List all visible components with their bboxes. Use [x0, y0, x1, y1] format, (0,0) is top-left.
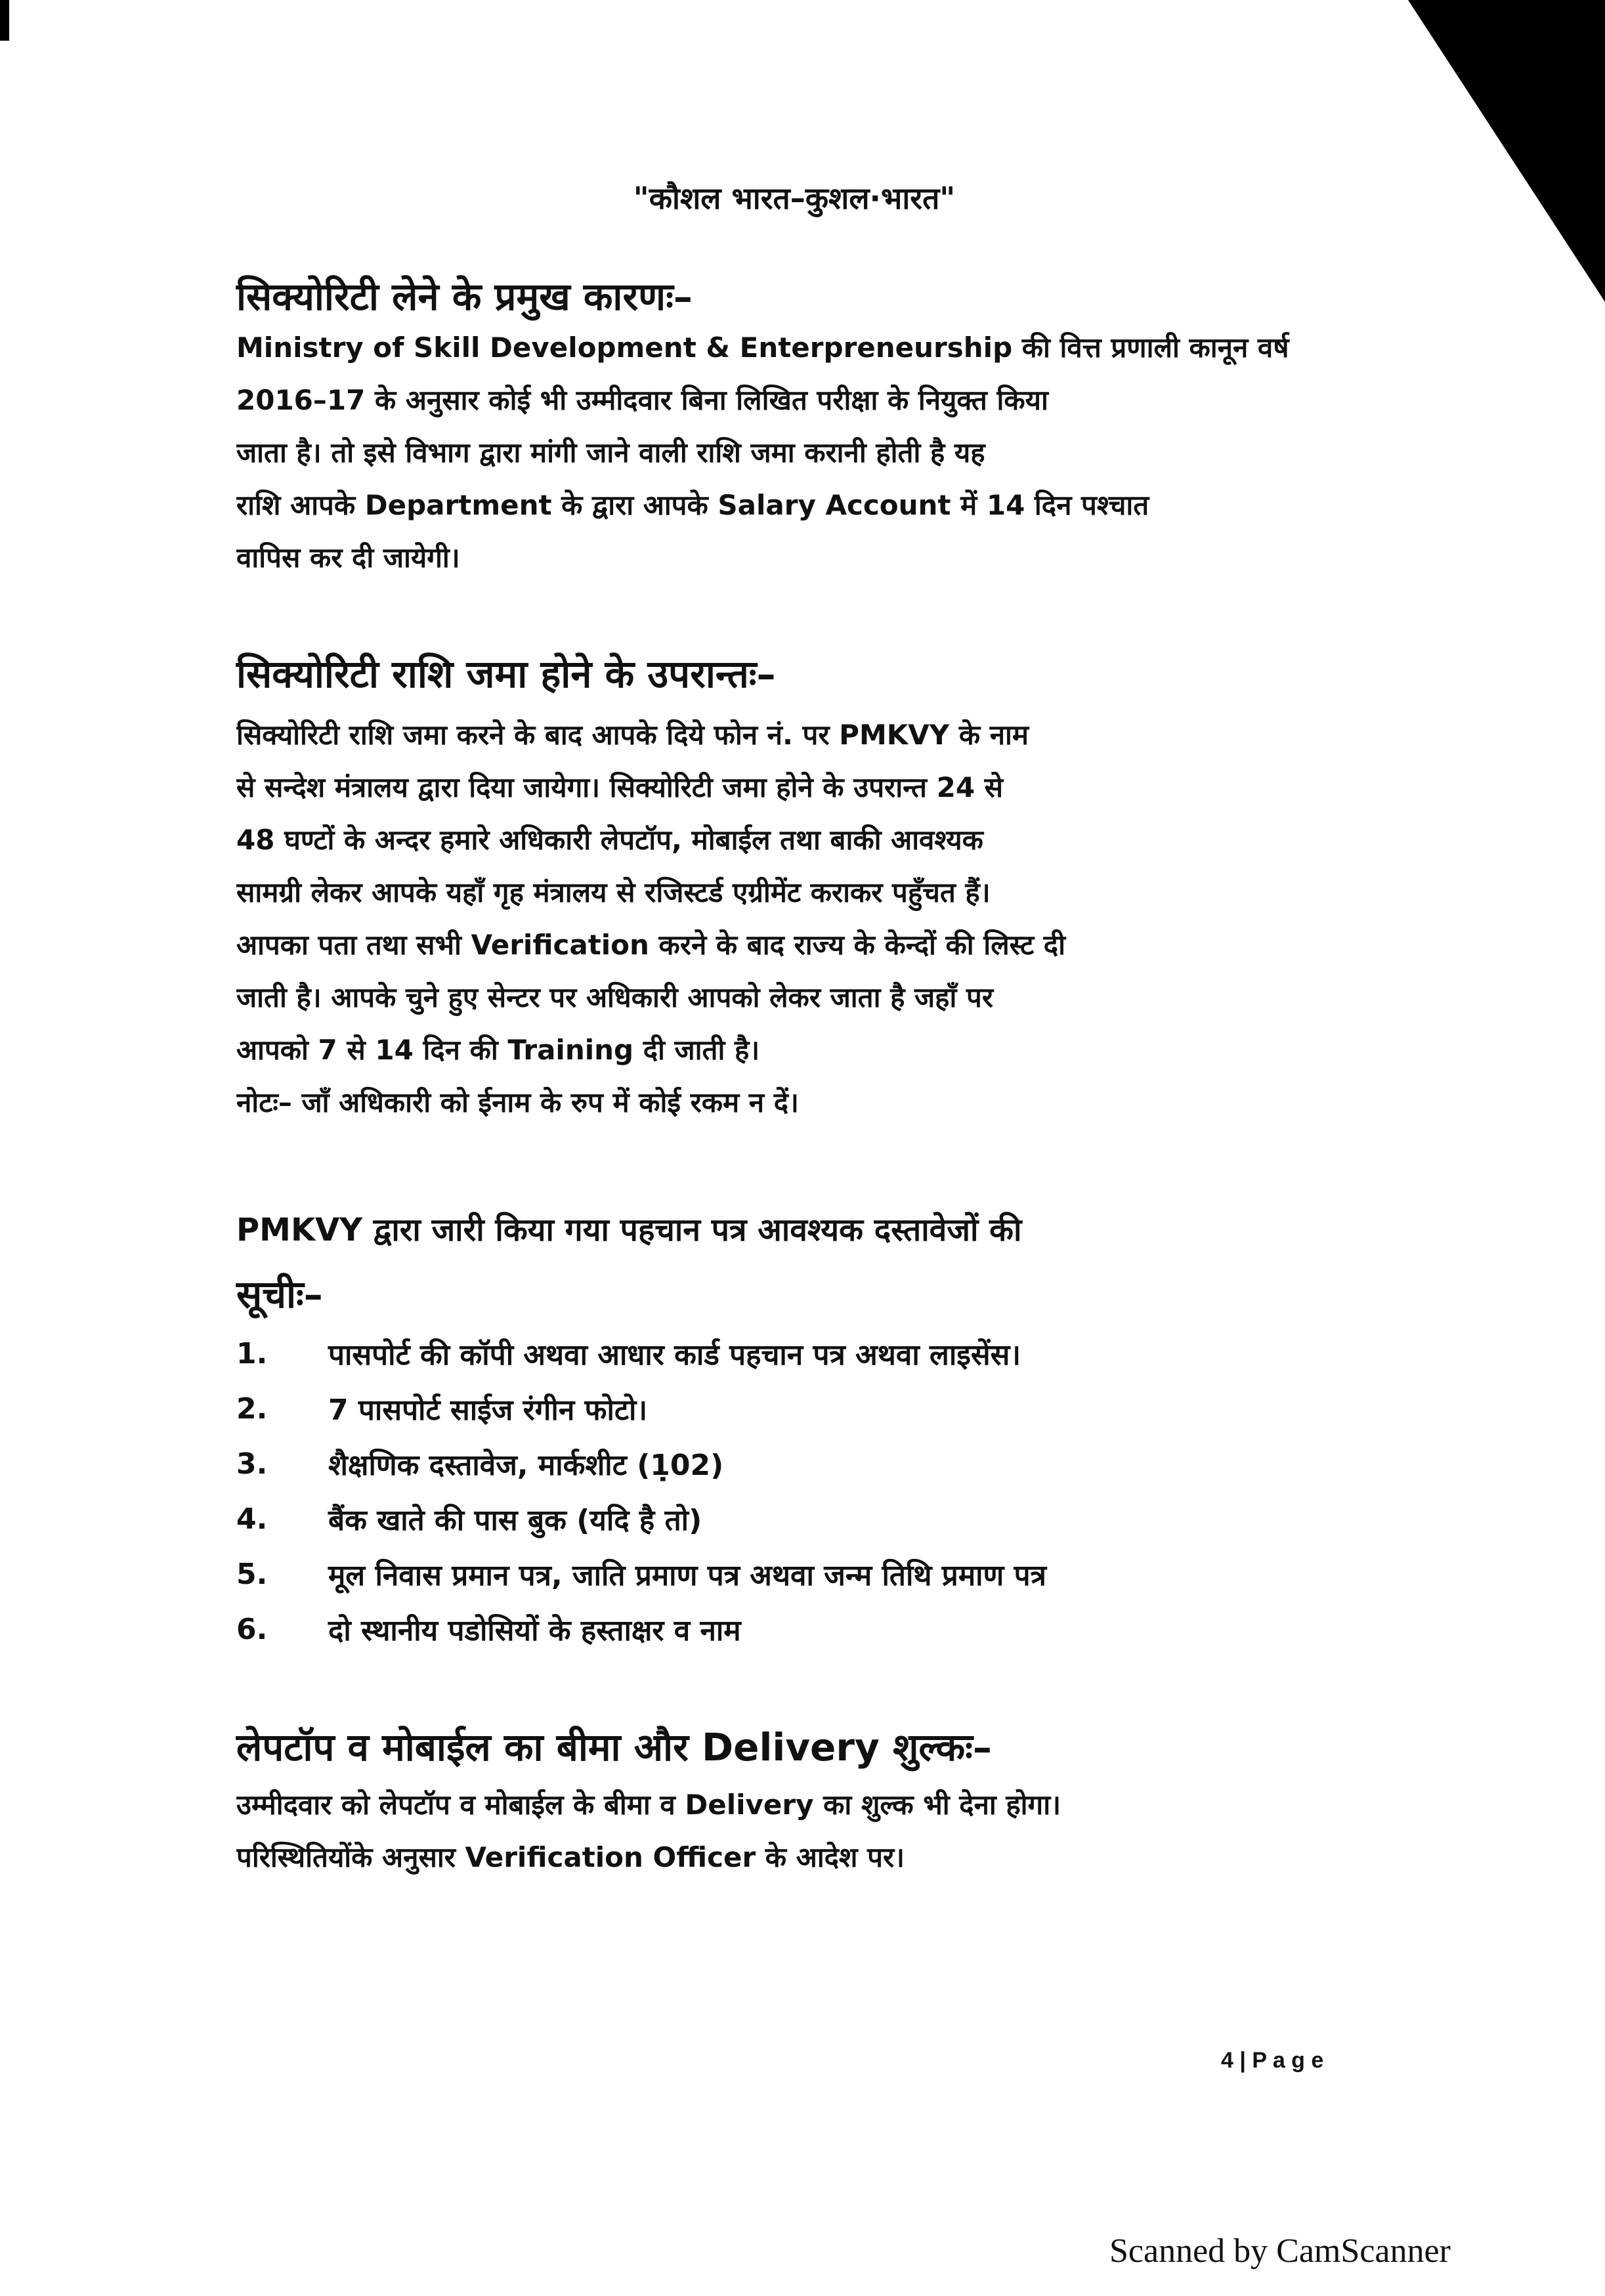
list-item-number: 6.: [236, 1612, 268, 1646]
section2-line: जाती है। आपके चुने हुए सेन्टर पर अधिकारी आपको लेकर जाता है जहाँ पर: [236, 981, 994, 1013]
section2-line: 48 घण्टों के अन्दर हमारे अधिकारी लेपटॉप, मोबाईल तथा बाकी आवश्यक: [236, 824, 983, 856]
section1-paragraph: [236, 322, 1346, 584]
list-item: [236, 1602, 1346, 1657]
section4-paragraph: [236, 1779, 1346, 1884]
list-item: [236, 1436, 1346, 1491]
section2-line: सिक्योरिटी राशि जमा करने के बाद आपके दिये फोन नं. पर PMKVY के नाम: [236, 719, 1029, 751]
section1-line: वापिस कर दी जायेगी।: [236, 542, 460, 574]
section3-heading-line2: सूचीः–: [236, 1272, 323, 1317]
section2-heading: सिक्योरिटी राशि जमा होने के उपरान्तः–: [236, 652, 776, 696]
list-item: [236, 1491, 1346, 1546]
list-item: [236, 1546, 1346, 1602]
section1-line: राशि आपके Department के द्वारा आपके Salary Account में 14 दिन पश्चात: [236, 489, 1149, 521]
list-item-text: 7 पासपोर्ट साईज रंगीन फोटो।: [328, 1393, 648, 1427]
document-title: "कौशल भारत–कुशल·भारत": [633, 181, 956, 216]
section2-paragraph: [236, 709, 1346, 1129]
note-line: नोटः– जाँ अधिकारी को ईनाम के रुप में कोई रकम न दें।: [236, 1086, 799, 1118]
list-item-number: 4.: [236, 1502, 268, 1536]
section1-line: Ministry of Skill Development & Enterpreneurship की वित्त प्रणाली कानून वर्ष: [236, 331, 1289, 364]
section1-line: जाता है। तो इसे विभाग द्वारा मांगी जाने वाली राशि जमा करानी होती है यह: [236, 436, 985, 469]
scan-edge-mark: [0, 0, 9, 41]
section2-line: सामग्री लेकर आपके यहाँ गृह मंत्रालय से रजिस्टर्ड एग्रीमेंट कराकर पहुँचत हैं।: [236, 876, 991, 908]
list-item-number: 3.: [236, 1447, 268, 1481]
section4-line: उम्मीदवार को लेपटॉप व मोबाईल के बीमा व Delivery का शुल्क भी देना होगा।: [236, 1789, 1061, 1821]
scan-corner-shadow: [1408, 0, 1605, 302]
list-item-text: बैंक खाते की पास बुक (यदि है तो): [328, 1504, 702, 1537]
list-item-number: 1.: [236, 1336, 268, 1371]
list-item-text: शैक्षणिक दस्तावेज, मार्कशीट (1̣02): [328, 1449, 724, 1482]
section2-line: से सन्देश मंत्रालय द्वारा दिया जायेगा। सिक्योरिटी जमा होने के उपरान्त 24 से: [236, 771, 1004, 803]
section3-heading-line1: PMKVY द्वारा जारी किया गया पहचान पत्र आवश्यक दस्तावेजों की: [236, 1212, 1022, 1248]
list-item-text: मूल निवास प्रमान पत्र, जाति प्रमाण पत्र अथवा जन्म तिथि प्रमाण पत्र: [328, 1559, 1046, 1592]
section1-line: 2016–17 के अनुसार कोई भी उम्मीदवार बिना लिखित परीक्षा के नियुक्त किया: [236, 384, 1048, 416]
section2-line: आपको 7 से 14 दिन की Training दी जाती है।: [236, 1034, 760, 1066]
list-item-text: दो स्थानीय पडोसियों के हस्ताक्षर व नाम: [328, 1614, 741, 1648]
page-number: 4 | P a g e: [1221, 2048, 1324, 2073]
list-item-number: 5.: [236, 1557, 268, 1591]
list-item-text: पासपोर्ट की कॉपी अथवा आधार कार्ड पहचान पत्र अथवा लाइसेंस।: [328, 1338, 1021, 1372]
list-item: [236, 1381, 1346, 1436]
section4-line: परिस्थितियोंके अनुसार Verification Officer के आदेश पर।: [236, 1841, 905, 1873]
list-item-number: 2.: [236, 1392, 268, 1426]
section4-heading: लेपटॉप व मोबाईल का बीमा और Delivery शुल्कः–: [236, 1725, 992, 1770]
section2-line: आपका पता तथा सभी Verification करने के बाद राज्य के केन्दों की लिस्ट दी: [236, 929, 1065, 961]
section1-heading: सिक्योरिटी लेने के प्रमुख कारणः–: [236, 274, 693, 319]
list-item: [236, 1326, 1346, 1381]
scanner-watermark: Scanned by CamScanner: [1109, 2232, 1451, 2270]
documents-list: [236, 1326, 1346, 1657]
